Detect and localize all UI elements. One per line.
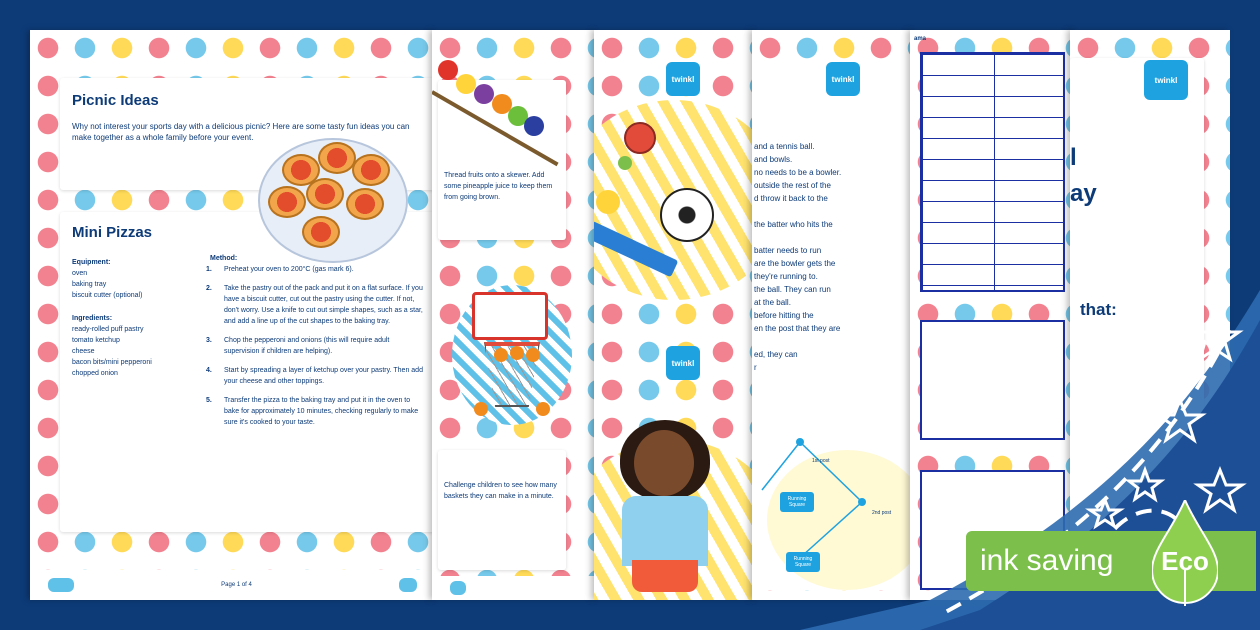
child-skipping-icon bbox=[634, 430, 694, 496]
child-shorts bbox=[632, 560, 698, 592]
twinkl-badge-icon: twinkl bbox=[1144, 60, 1188, 100]
equipment-item: baking tray bbox=[72, 281, 107, 288]
basketball-icon bbox=[536, 402, 550, 416]
certificate-heading: l ay bbox=[1070, 144, 1097, 207]
child-body bbox=[622, 496, 708, 566]
basketball-text: Challenge children to see how many baskets they can make in a minute. bbox=[444, 482, 557, 500]
page-footer bbox=[30, 570, 435, 600]
base-box: Running Square bbox=[786, 552, 820, 572]
pizza-icon bbox=[306, 178, 344, 210]
certificate-that-text: that: bbox=[1080, 300, 1117, 319]
ingredient-item: bacon bits/mini pepperoni bbox=[72, 359, 152, 366]
table-tennis-bat-icon bbox=[624, 122, 656, 154]
ingredient-item: chopped onion bbox=[72, 370, 118, 377]
blueberry-icon bbox=[524, 116, 544, 136]
method bbox=[206, 253, 426, 436]
method-step: 5. Transfer the pizza to the baking tray and put it in the oven to bake for approximately 10 minutes, checking regularly to make sure it's cooked to your taste. bbox=[206, 397, 419, 426]
ball-icon bbox=[596, 190, 620, 214]
page-number: Page 1 of 4 bbox=[221, 582, 252, 588]
table-heading: ama bbox=[914, 36, 927, 42]
rules-text: and a tennis ball. and bowls. no needs to be a bowler. outside the rest of the d throw it back to the the batter who hits the batter needs to run are the bowler gets the they're running to. the ball. They can run at the ball. before hitting the en the post that they are ed, they can r bbox=[754, 142, 842, 372]
twinkl-logo-icon bbox=[450, 581, 466, 595]
ingredient-item: tomato ketchup bbox=[72, 337, 120, 344]
ingredient-item: cheese bbox=[72, 348, 95, 355]
picnic-text: Why not interest your sports day with a delicious picnic? Here are some tasty fun ideas you can make together as a whole family before your event. bbox=[72, 122, 410, 142]
pizza-icon bbox=[318, 142, 356, 174]
pineapple-icon bbox=[456, 74, 476, 94]
basketball-card bbox=[438, 450, 566, 570]
method-heading: Method: bbox=[210, 255, 238, 262]
equipment-ingredients bbox=[72, 253, 192, 436]
kebab-text: Thread fruits onto a skewer. Add some pineapple juice to keep them from going brown. bbox=[444, 172, 553, 201]
method-step: 3. Chop the pepperoni and onions (this will require adult supervision if children are helping). bbox=[206, 337, 390, 355]
picnic-title: Picnic Ideas bbox=[72, 92, 159, 109]
equipment-heading: Equipment: bbox=[72, 259, 111, 266]
backboard-icon bbox=[472, 292, 548, 340]
page-footer bbox=[432, 576, 597, 600]
basketball-icon bbox=[494, 348, 508, 362]
page-picnic-ideas bbox=[30, 30, 435, 600]
tennis-ball-icon bbox=[618, 156, 632, 170]
mini-pizzas-card bbox=[60, 212, 435, 532]
base-box: Running Square bbox=[780, 492, 814, 512]
pizza-icon bbox=[352, 154, 390, 186]
basketball-icon bbox=[526, 348, 540, 362]
post-label: 1st post bbox=[812, 458, 830, 464]
twinkl-logo-icon bbox=[399, 578, 417, 592]
pizza-plate-illustration bbox=[258, 138, 408, 263]
twinkl-logo-icon bbox=[48, 578, 74, 592]
pizza-icon bbox=[302, 216, 340, 248]
twinkl-badge-icon: twinkl bbox=[826, 62, 860, 96]
pizza-icon bbox=[268, 186, 306, 218]
strawberry-icon bbox=[438, 60, 458, 80]
ingredient-item: ready-rolled puff pastry bbox=[72, 326, 144, 333]
football-icon bbox=[660, 188, 714, 242]
mini-pizzas-title: Mini Pizzas bbox=[72, 224, 153, 241]
eco-label: Eco bbox=[1161, 546, 1209, 576]
equipment-item: biscuit cutter (optional) bbox=[72, 292, 143, 299]
equipment-item: oven bbox=[72, 270, 88, 277]
method-step: 1. Preheat your oven to 200°C (gas mark 6). bbox=[206, 266, 354, 273]
ink-saving-label: ink saving bbox=[980, 544, 1114, 577]
twinkl-badge-icon: twinkl bbox=[666, 62, 700, 96]
basketball-icon bbox=[474, 402, 488, 416]
twinkl-badge-icon: twinkl bbox=[666, 346, 700, 380]
ingredients-heading: Ingredients: bbox=[72, 315, 113, 322]
page-kebab-basketball bbox=[432, 30, 597, 600]
method-step: 4. Start by spreading a layer of ketchup over your pastry. Then add your cheese and other toppings. bbox=[206, 367, 423, 385]
pizza-icon bbox=[346, 188, 384, 220]
grape-icon bbox=[474, 84, 494, 104]
post-label: 2nd post bbox=[872, 510, 892, 516]
basketball-icon bbox=[510, 346, 524, 360]
page-equipment bbox=[594, 30, 756, 600]
method-step: 2. Take the pastry out of the pack and put it on a flat surface. If you have a biscuit cutter, cut out the pastry using the cutter. If not, don't worry. Use a knife to cut out simple shapes, such as a star, and add a line up of the cut shapes to the baking tray. bbox=[206, 285, 423, 325]
